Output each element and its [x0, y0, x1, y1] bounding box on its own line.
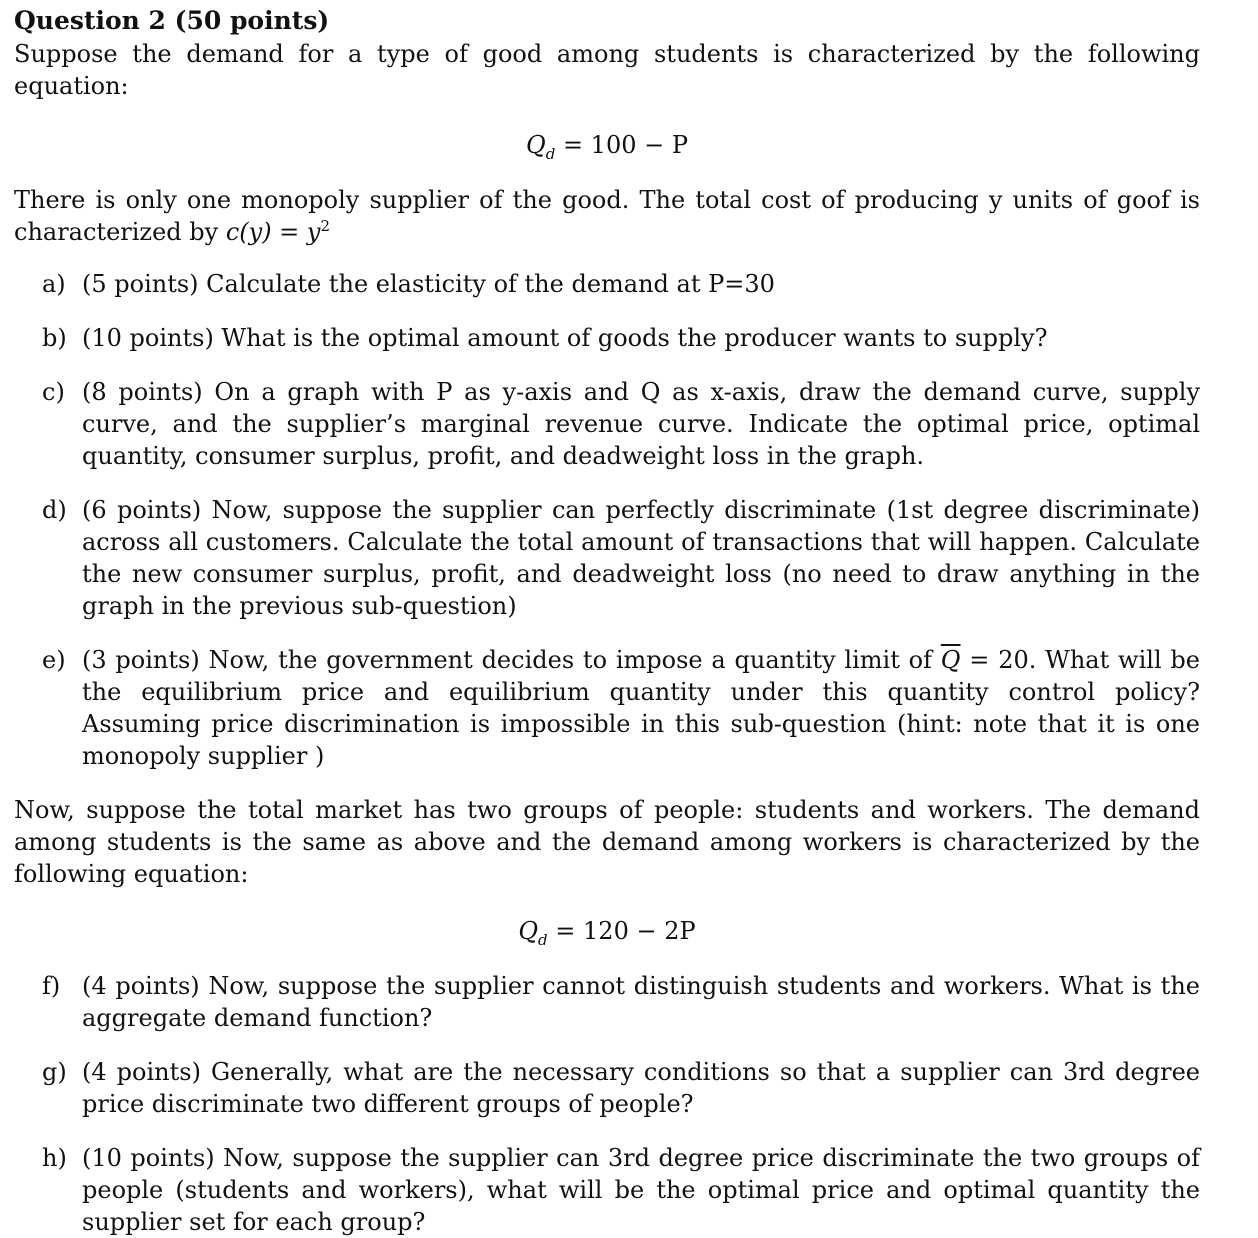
- subquestion-letter: g): [42, 1058, 67, 1086]
- subquestion-letter: b): [42, 324, 67, 352]
- subquestion-letter: d): [42, 496, 67, 524]
- eq1-rhs: = 100 − P: [562, 131, 688, 159]
- subquestion-a: [14, 268, 1200, 300]
- question-document: [14, 4, 1200, 1238]
- quantity-limit-symbol: $\overline{Q}$: [940, 646, 961, 674]
- eq2-rhs: = 120 − 2P: [555, 917, 696, 945]
- cost-exponent: 2: [320, 217, 331, 235]
- student-demand-equation: [14, 128, 1200, 162]
- subquestion-letter: f): [42, 972, 61, 1000]
- subquestion-e: [14, 644, 1200, 772]
- subquestion-text-before: (3 points) Now, the government decides to impose a quantity limit of: [82, 646, 941, 674]
- question-title: Question 2 (50 points): [14, 6, 330, 35]
- cost-function: c(y) = y: [225, 218, 321, 246]
- subquestion-letter: c): [42, 378, 65, 406]
- subquestion-text: (5 points) Calculate the elasticity of the demand at P=30: [82, 270, 775, 298]
- subquestion-letter: e): [42, 646, 66, 674]
- subquestion-g: [14, 1056, 1200, 1120]
- subquestion-c: [14, 376, 1200, 472]
- subquestion-text: (4 points) Generally, what are the necessary conditions so that a supplier can 3rd degree price discriminate two different groups of people?: [82, 1058, 1200, 1118]
- subquestion-letter: h): [42, 1144, 67, 1172]
- subquestion-text: (10 points) Now, suppose the supplier can 3rd degree price discriminate the two groups of people (students and workers), what will be the optimal price and optimal quantity the supplier set for each group?: [82, 1144, 1200, 1236]
- eq1-sub: d: [545, 144, 556, 163]
- subquestion-text: (10 points) What is the optimal amount of goods the producer wants to supply?: [82, 324, 1048, 352]
- worker-demand-equation: [14, 914, 1200, 948]
- monopoly-text: There is only one monopoly supplier of the good. The total cost of producing y units of goof is characterized by: [14, 186, 1200, 246]
- subquestion-text-after: = 20. What will be the equilibrium price and equilibrium quantity under this quantity control policy? Assuming price discrimination is impossible in this sub-question (hint: note that it is one monopoly supplier ): [82, 646, 1200, 770]
- monopoly-paragraph: [14, 184, 1200, 248]
- intro-paragraph: Suppose the demand for a type of good among students is characterized by the following equation:: [14, 40, 1200, 100]
- subquestion-h: [14, 1142, 1200, 1238]
- eq2-lhs: Q: [518, 917, 539, 945]
- subquestion-f: [14, 970, 1200, 1034]
- subquestion-text: (6 points) Now, suppose the supplier can perfectly discriminate (1st degree discriminate) across all customers. Calculate the total amount of transactions that will happen. Calculate the new consumer surplus, profit, and deadweight loss (no need to draw anything in the graph in the previous sub-question): [82, 496, 1200, 620]
- subquestion-list-2: [14, 970, 1200, 1238]
- subquestion-d: [14, 494, 1200, 622]
- subquestion-text: (4 points) Now, suppose the supplier cannot distinguish students and workers. What is the aggregate demand function?: [82, 972, 1200, 1032]
- subquestion-list-1: [14, 268, 1200, 772]
- eq2-sub: d: [538, 930, 548, 949]
- subquestion-text: (8 points) On a graph with P as y-axis and Q as x-axis, draw the demand curve, supply curve, and the supplier’s marginal revenue curve. Indicate the optimal price, optimal quantity, consumer surplus, profit, and deadweight loss in the graph.: [82, 378, 1200, 470]
- workers-paragraph: Now, suppose the total market has two groups of people: students and workers. The demand among students is the same as above and the demand among workers is characterized by the following equation:: [14, 796, 1200, 888]
- subquestion-letter: a): [42, 270, 66, 298]
- eq1-lhs: Q: [526, 131, 546, 159]
- subquestion-b: [14, 322, 1200, 354]
